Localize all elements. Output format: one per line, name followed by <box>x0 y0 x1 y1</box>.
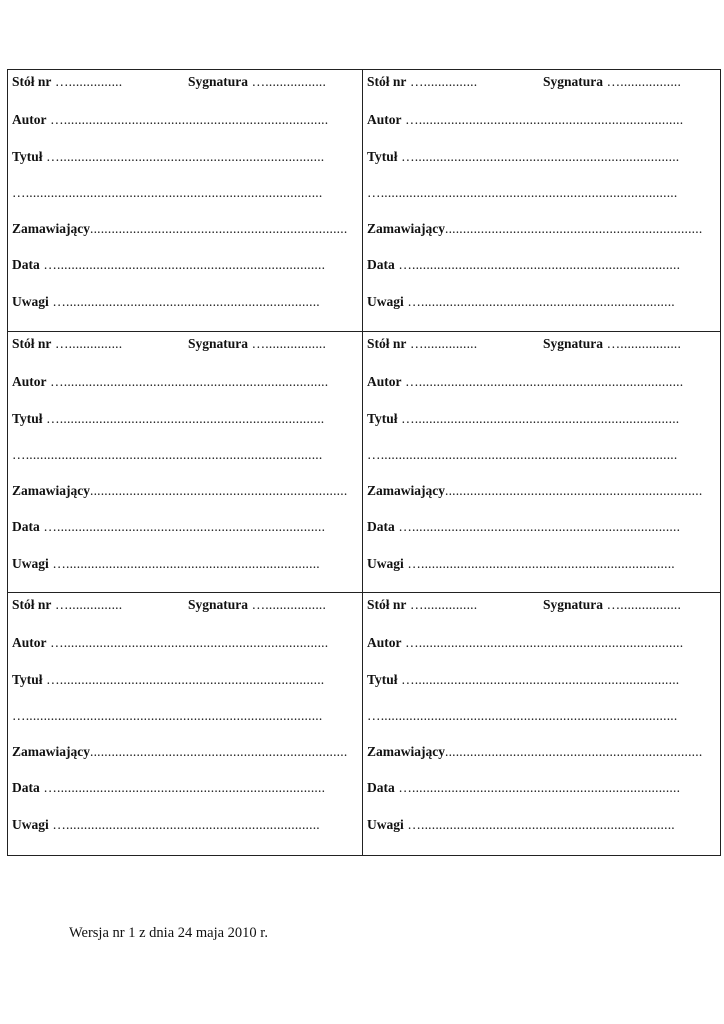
data-field[interactable] <box>367 776 720 812</box>
tytul-label: Tytuł <box>12 410 43 426</box>
uwagi-label: Uwagi <box>367 816 404 832</box>
tytul-field[interactable] <box>12 668 362 704</box>
tytul-continuation-blank[interactable]: …................................................................................... <box>367 446 678 462</box>
sygnatura-label: Sygnatura <box>188 74 249 89</box>
uwagi-label: Uwagi <box>367 293 404 309</box>
uwagi-blank[interactable]: …....................................................................... <box>48 816 320 832</box>
tytul-continuation-blank[interactable]: …................................................................................... <box>12 707 323 723</box>
sygnatura-blank[interactable]: …................. <box>248 597 327 612</box>
stol-blank[interactable]: …............... <box>51 74 123 89</box>
stol-blank[interactable]: …............... <box>406 597 478 612</box>
stol-blank[interactable]: …............... <box>51 336 123 351</box>
zamawiajacy-blank[interactable]: ........................................................................ <box>445 483 703 499</box>
stol-sygnatura-row <box>367 72 720 108</box>
autor-field[interactable] <box>12 631 362 667</box>
tytul-label: Tytuł <box>12 148 43 164</box>
zamawiajacy-blank[interactable]: ........................................................................ <box>445 221 703 237</box>
stol-field[interactable] <box>367 334 543 354</box>
tytul-blank[interactable]: ….......................................................................... <box>397 410 680 426</box>
sygnatura-label: Sygnatura <box>543 597 604 612</box>
data-field[interactable] <box>367 253 720 289</box>
tytul-label: Tytuł <box>12 671 43 687</box>
stol-blank[interactable]: …............... <box>51 597 123 612</box>
tytul-field[interactable] <box>367 407 720 443</box>
tytul-continuation-field[interactable] <box>12 704 362 740</box>
uwagi-label: Uwagi <box>367 555 404 571</box>
data-blank[interactable]: …........................................................................... <box>39 257 326 273</box>
zamawiajacy-field[interactable] <box>12 217 362 253</box>
sygnatura-field[interactable] <box>543 74 681 89</box>
zamawiajacy-field[interactable] <box>12 479 362 515</box>
data-label: Data <box>367 257 395 273</box>
tytul-field[interactable] <box>12 145 362 181</box>
tytul-blank[interactable]: ….......................................................................... <box>42 148 325 164</box>
autor-blank[interactable]: ….......................................................................... <box>401 112 684 128</box>
stol-sygnatura-row <box>367 334 720 370</box>
data-blank[interactable]: …........................................................................... <box>394 519 681 535</box>
data-blank[interactable]: …........................................................................... <box>394 257 681 273</box>
sygnatura-label: Sygnatura <box>543 336 604 351</box>
stol-label: Stół nr <box>12 74 52 89</box>
order-slip-grid <box>7 69 721 856</box>
data-blank[interactable]: …........................................................................... <box>39 519 326 535</box>
order-slip <box>8 593 363 855</box>
uwagi-field[interactable] <box>12 552 362 588</box>
zamawiajacy-blank[interactable]: ........................................................................ <box>90 221 348 237</box>
tytul-continuation-blank[interactable]: …................................................................................... <box>367 184 678 200</box>
data-label: Data <box>367 519 395 535</box>
version-note: Wersja nr 1 z dnia 24 maja 2010 r. <box>69 925 268 941</box>
order-slip <box>8 70 363 332</box>
tytul-continuation-blank[interactable]: …................................................................................... <box>367 707 678 723</box>
tytul-continuation-field[interactable] <box>367 704 720 740</box>
sygnatura-field[interactable] <box>188 336 326 351</box>
sygnatura-label: Sygnatura <box>188 597 249 612</box>
tytul-continuation-blank[interactable]: …................................................................................... <box>12 184 323 200</box>
stol-label: Stół nr <box>12 597 52 612</box>
order-slip <box>8 332 363 593</box>
autor-field[interactable] <box>367 370 720 406</box>
tytul-continuation-field[interactable] <box>367 443 720 479</box>
uwagi-blank[interactable]: …....................................................................... <box>403 816 675 832</box>
zamawiajacy-label: Zamawiający <box>367 483 445 499</box>
uwagi-field[interactable] <box>12 290 362 326</box>
stol-field[interactable] <box>367 595 543 615</box>
sygnatura-label: Sygnatura <box>543 74 604 89</box>
uwagi-label: Uwagi <box>12 293 49 309</box>
data-label: Data <box>12 519 40 535</box>
uwagi-blank[interactable]: …....................................................................... <box>48 293 320 309</box>
zamawiajacy-field[interactable] <box>367 479 720 515</box>
stol-sygnatura-row <box>367 595 720 631</box>
data-blank[interactable]: …........................................................................... <box>39 780 326 796</box>
autor-label: Autor <box>12 112 47 128</box>
zamawiajacy-field[interactable] <box>12 740 362 776</box>
tytul-continuation-field[interactable] <box>12 443 362 479</box>
zamawiajacy-blank[interactable]: ........................................................................ <box>90 744 348 760</box>
uwagi-label: Uwagi <box>12 555 49 571</box>
stol-sygnatura-row <box>12 334 362 370</box>
uwagi-blank[interactable]: …....................................................................... <box>48 555 320 571</box>
autor-field[interactable] <box>12 370 362 406</box>
autor-label: Autor <box>12 635 47 651</box>
tytul-continuation-field[interactable] <box>12 181 362 217</box>
zamawiajacy-label: Zamawiający <box>367 221 445 237</box>
uwagi-label: Uwagi <box>12 816 49 832</box>
autor-blank[interactable]: ….......................................................................... <box>46 635 329 651</box>
sygnatura-field[interactable] <box>188 74 326 89</box>
sygnatura-field[interactable] <box>188 597 326 612</box>
stol-field[interactable] <box>367 72 543 92</box>
zamawiajacy-blank[interactable]: ........................................................................ <box>445 744 703 760</box>
zamawiajacy-label: Zamawiający <box>12 483 90 499</box>
stol-blank[interactable]: …............... <box>406 336 478 351</box>
autor-blank[interactable]: ….......................................................................... <box>401 374 684 390</box>
zamawiajacy-label: Zamawiający <box>367 744 445 760</box>
uwagi-field[interactable] <box>367 290 720 326</box>
sygnatura-blank[interactable]: …................. <box>248 74 327 89</box>
zamawiajacy-label: Zamawiający <box>12 221 90 237</box>
data-blank[interactable]: …........................................................................... <box>394 780 681 796</box>
autor-field[interactable] <box>367 108 720 144</box>
data-label: Data <box>12 780 40 796</box>
tytul-field[interactable] <box>12 407 362 443</box>
autor-label: Autor <box>367 112 402 128</box>
data-field[interactable] <box>12 515 362 551</box>
autor-label: Autor <box>12 374 47 390</box>
sygnatura-blank[interactable]: …................. <box>248 336 327 351</box>
tytul-blank[interactable]: ….......................................................................... <box>42 671 325 687</box>
zamawiajacy-blank[interactable]: ........................................................................ <box>90 483 348 499</box>
sygnatura-blank[interactable]: …................. <box>603 336 682 351</box>
uwagi-field[interactable] <box>367 813 720 849</box>
uwagi-field[interactable] <box>12 813 362 849</box>
sygnatura-blank[interactable]: …................. <box>603 597 682 612</box>
tytul-blank[interactable]: ….......................................................................... <box>397 148 680 164</box>
sygnatura-field[interactable] <box>543 597 681 612</box>
data-field[interactable] <box>12 776 362 812</box>
autor-field[interactable] <box>12 108 362 144</box>
sygnatura-label: Sygnatura <box>188 336 249 351</box>
tytul-blank[interactable]: ….......................................................................... <box>397 671 680 687</box>
tytul-label: Tytuł <box>367 148 398 164</box>
stol-field[interactable] <box>12 72 188 92</box>
autor-label: Autor <box>367 635 402 651</box>
order-slip <box>363 332 720 593</box>
data-label: Data <box>367 780 395 796</box>
uwagi-blank[interactable]: …....................................................................... <box>403 293 675 309</box>
data-field[interactable] <box>367 515 720 551</box>
sygnatura-field[interactable] <box>543 336 681 351</box>
autor-blank[interactable]: ….......................................................................... <box>401 635 684 651</box>
stol-label: Stół nr <box>12 336 52 351</box>
tytul-blank[interactable]: ….......................................................................... <box>42 410 325 426</box>
stol-field[interactable] <box>12 595 188 615</box>
stol-blank[interactable]: …............... <box>406 74 478 89</box>
sygnatura-blank[interactable]: …................. <box>603 74 682 89</box>
zamawiajacy-field[interactable] <box>367 217 720 253</box>
zamawiajacy-label: Zamawiający <box>12 744 90 760</box>
tytul-label: Tytuł <box>367 410 398 426</box>
autor-field[interactable] <box>367 631 720 667</box>
stol-label: Stół nr <box>367 597 407 612</box>
order-slip <box>363 70 720 332</box>
autor-label: Autor <box>367 374 402 390</box>
autor-blank[interactable]: ….......................................................................... <box>46 112 329 128</box>
tytul-field[interactable] <box>367 668 720 704</box>
stol-sygnatura-row <box>12 595 362 631</box>
stol-label: Stół nr <box>367 74 407 89</box>
order-slip <box>363 593 720 855</box>
tytul-continuation-field[interactable] <box>367 181 720 217</box>
tytul-continuation-blank[interactable]: …................................................................................... <box>12 446 323 462</box>
stol-label: Stół nr <box>367 336 407 351</box>
data-label: Data <box>12 257 40 273</box>
uwagi-blank[interactable]: …....................................................................... <box>403 555 675 571</box>
tytul-label: Tytuł <box>367 671 398 687</box>
uwagi-field[interactable] <box>367 552 720 588</box>
stol-field[interactable] <box>12 334 188 354</box>
tytul-field[interactable] <box>367 145 720 181</box>
autor-blank[interactable]: ….......................................................................... <box>46 374 329 390</box>
stol-sygnatura-row <box>12 72 362 108</box>
zamawiajacy-field[interactable] <box>367 740 720 776</box>
data-field[interactable] <box>12 253 362 289</box>
